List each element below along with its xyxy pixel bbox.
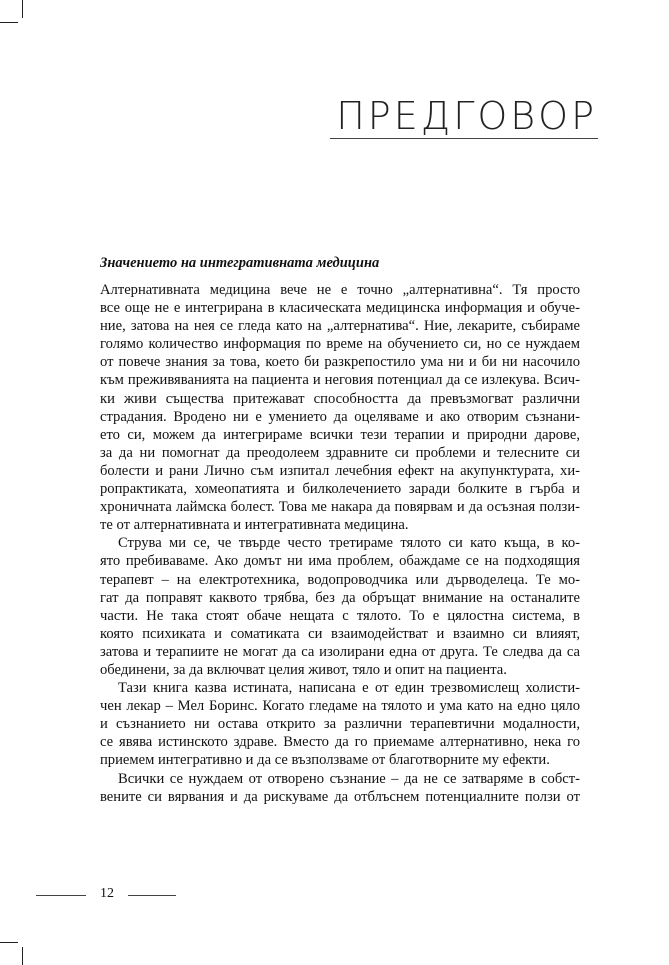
text-line: ки живи същества притежават способността да превъзмогват различни [100,390,580,407]
crop-mark [0,942,18,943]
crop-mark [0,22,18,23]
text-line: вените си вярвания и да рискуваме да отблъснем потенциалните ползи от [100,788,580,805]
crop-mark [22,947,23,965]
text-line: ние, затова на нея се гледа като на „алтернатива“. Ние, лекарите, събираме [100,318,580,335]
text-line: Струва ми се, че твърде често третираме тялото си като къща, в ко- [118,535,580,552]
text-line: Алтернативната медицина вече не е точно „алтернативна“. Тя просто [100,282,580,298]
text-line: и съзнанието ни остава открито за различни терапевтични модалности, [100,716,580,733]
text-line: Всички се нуждаем от отворено съзнание – да не се затваряме в собст- [118,770,580,787]
text-line: ропрактиката, хомеопатията и билколечението заради болките в гърба и [100,481,580,498]
body-text [100,281,580,806]
text-line: ято пребиваваме. Ако домът ни има проблем, обаждаме се на подходящия [100,553,580,570]
title-rule [330,138,598,139]
paragraph [100,281,580,534]
text-line: голямо количество информация по време на обучението си, но се нуждаем [100,336,580,353]
text-line: те от алтернативната и интегративната медицина. [100,517,409,534]
text-line: приемем интегративно и да се възползваме от благотворните му ефекти. [100,752,550,769]
text-line: обединени, за да включват целия живот, тяло и опит на пациента. [100,661,507,678]
section-heading: Значението на интегративната медицина [100,255,380,271]
text-line: части. Не така стоят обаче нещата с тялото. То е цялостна система, в [100,607,580,624]
text-line: за да ни помогнат да преодолеем здравните си проблеми и телесните си [100,444,580,461]
text-line: която психиката и соматиката си взаимодействат и взаимно си влияят, [100,625,580,642]
text-line: ето си, можем да интегрираме всички тези терапии и природни дарове, [100,426,580,443]
text-line: страдания. Вродено ни е умението да оцеляваме и ако отворим съзнани- [100,408,580,425]
text-line: хроничната лаймска болест. Това ме накара да повярвам и да осъзная ползи- [100,499,580,516]
text-line: затова и терапиите не могат да са изолирани една от друга. Те следва да са [100,643,580,660]
text-line: от повече знания за това, което би разкрепостило ума ни и би ни насочило [100,354,580,371]
paragraph [100,534,580,679]
text-line: Тази книга казва истината, написана е от един трезвомислещ холисти- [118,680,580,697]
crop-mark [22,0,23,18]
text-line: гат да поправят каквото трябва, без да обръщат внимание на останалите [100,589,580,606]
footer-rule-left [36,895,86,896]
paragraph [100,770,580,806]
text-line: терапевт – на електротехника, водопроводчика или дърводелеца. Те мо- [100,571,580,588]
text-line: се явява истинското здраве. Вместо да го приемаме алтернативно, нека го [100,734,580,751]
text-line: към преживяванията на пациента и неговия потенциал да се излекува. Всич- [100,372,580,389]
text-line: чен лекар – Мел Боринс. Когато гледаме на тялото и ума като на едно цяло [100,698,580,715]
paragraph [100,679,580,769]
chapter-title: ПРЕДГОВОР [336,94,597,138]
page-number: 12 [100,886,114,901]
text-line: все още не е интегрирана в класическата медицинска информация и обуче- [100,300,580,317]
text-line: болести и рани Лично съм изпитал лечебния ефект на акупунктурата, хи- [100,462,580,479]
footer-rule-right [128,895,176,896]
